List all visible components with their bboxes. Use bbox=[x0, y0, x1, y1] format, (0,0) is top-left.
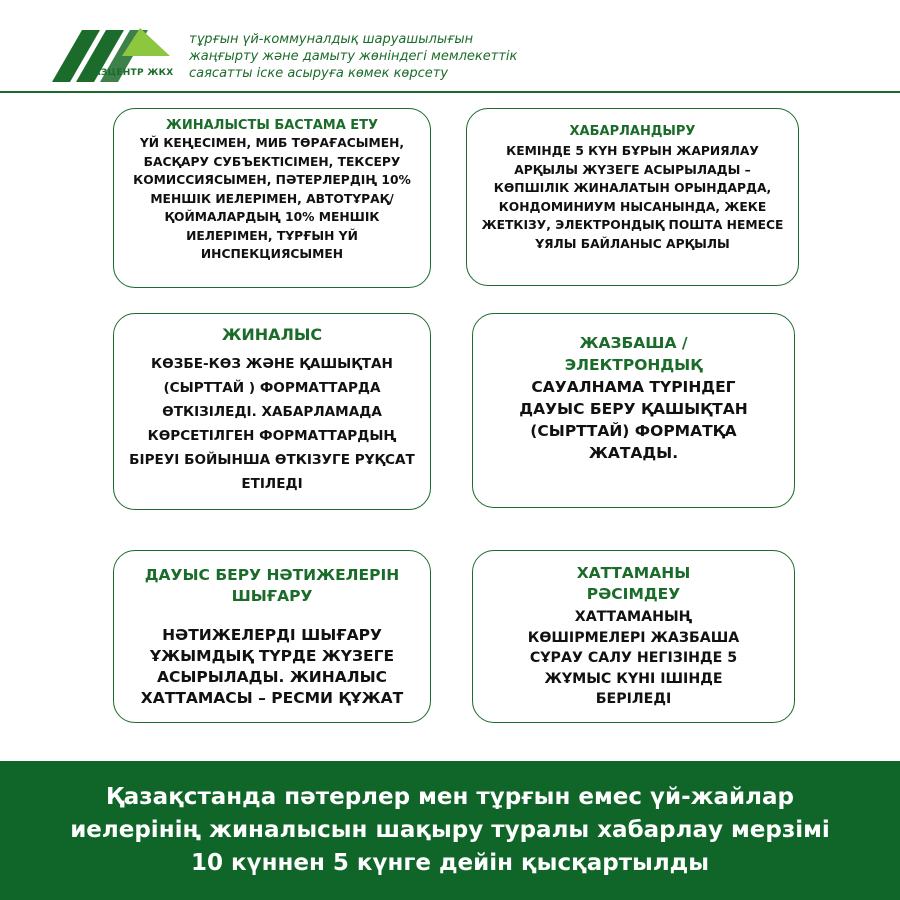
header-divider bbox=[0, 91, 900, 93]
footer-line: иелерінің жиналысын шақыру туралы хабарлау мерзімі bbox=[70, 817, 830, 843]
card-announcement bbox=[466, 108, 799, 286]
card-body: ҮЙ КЕҢЕСІМЕН, МИБ ТӨРАҒАСЫМЕН, БАСҚАРУ СУБЪЕКТІСІМЕН, ТЕКСЕРУ КОМИССИЯСЫМЕН, ПӘТЕРЛЕРДІҢ 10% МЕНШІК ИЕЛЕРІМЕН, АВТОТҰРАҚ/ҚОЙМАЛАРДЫҢ 10% МЕНШІК ИЕЛЕРІМЕН, ТҰРҒЫН ҮЙ ИНСПЕКЦИЯСЫМЕН bbox=[133, 136, 411, 261]
card-title: ЖИНАЛЫС bbox=[221, 325, 323, 344]
card-title: ЖИНАЛЫСТЫ БАСТАМА ЕТУ bbox=[165, 118, 379, 133]
tagline-line: саясатты іске асыруға көмек көрсету bbox=[189, 66, 449, 81]
card-title: ЖАЗБАША / ЭЛЕКТРОНДЫҚ bbox=[564, 334, 703, 374]
card-body: САУАЛНАМА ТҮРІНДЕГ ДАУЫС БЕРУ ҚАШЫҚТАН (СЫРТТАЙ) ФОРМАТҚА ЖАТАДЫ. bbox=[519, 378, 748, 462]
card-body: КЕМІНДЕ 5 КҮН БҰРЫН ЖАРИЯЛАУ АРҚЫЛЫ ЖҮЗЕГЕ АСЫРЫЛАДЫ – КӨПШІЛІК ЖИНАЛАТЫН ОРЫНДАРДА, КОНДОМИНИУМ НЫСАНЫНДА, ЖЕКЕ ЖЕТКІЗУ, ЭЛЕКТРОНДЫҚ ПОШТА НЕМЕСЕ ҰЯЛЫ БАЙЛАНЫС АРҚЫЛЫ bbox=[481, 144, 784, 251]
footer-line: 10 күннен 5 күнге дейін қысқартылды bbox=[190, 850, 710, 876]
card-body: КӨЗБЕ-КӨЗ ЖӘНЕ ҚАШЫҚТАН (СЫРТТАЙ ) ФОРМАТТАРДА ӨТКІЗІЛЕДІ. ХАБАРЛАМАДА КӨРСЕТІЛГЕН ФОРМАТТАРДЫҢ БІРЕУІ БОЙЫНША ӨТКІЗУГЕ РҰҚСАТ ЕТІЛЕДІ bbox=[129, 356, 415, 492]
tagline-line: жаңғырту және дамыту жөніндегі мемлекеттік bbox=[189, 49, 518, 64]
card-meeting bbox=[113, 313, 431, 510]
card-written-voting bbox=[472, 313, 795, 508]
card-title: ХАТТАМАНЫ РӘСІМДЕУ bbox=[576, 564, 691, 603]
logo-text: КАЗЦЕНТР ЖКХ bbox=[86, 68, 174, 78]
card-protocol bbox=[472, 550, 795, 723]
card-body: НӘТИЖЕЛЕРДІ ШЫҒАРУ ҰЖЫМДЫҚ ТҮРДЕ ЖҮЗЕГЕ АСЫРЫЛАДЫ. ЖИНАЛЫС ХАТТАМАСЫ – РЕСМИ ҚҰЖАТ bbox=[140, 626, 404, 707]
footer-line: Қазақстанда пәтерлер мен тұрғын емес үй-жайлар bbox=[105, 784, 795, 810]
card-body: ХАТТАМАНЫҢ КӨШІРМЕЛЕРІ ЖАЗБАША СҰРАУ САЛУ НЕГІЗІНДЕ 5 ЖҰМЫС КҮНІ ІШІНДЕ БЕРІЛЕДІ bbox=[527, 609, 740, 707]
card-initiation bbox=[113, 108, 431, 288]
card-voting-results bbox=[113, 550, 431, 723]
card-title: ДАУЫС БЕРУ НӘТИЖЕЛЕРІН ШЫҒАРУ bbox=[144, 566, 400, 605]
card-title: ХАБАРЛАНДЫРУ bbox=[569, 124, 696, 139]
header-tagline bbox=[189, 31, 517, 82]
footer-banner bbox=[0, 761, 900, 900]
tagline-line: тұрғын үй-коммуналдық шаруашылығын bbox=[189, 32, 474, 47]
header bbox=[0, 0, 900, 95]
